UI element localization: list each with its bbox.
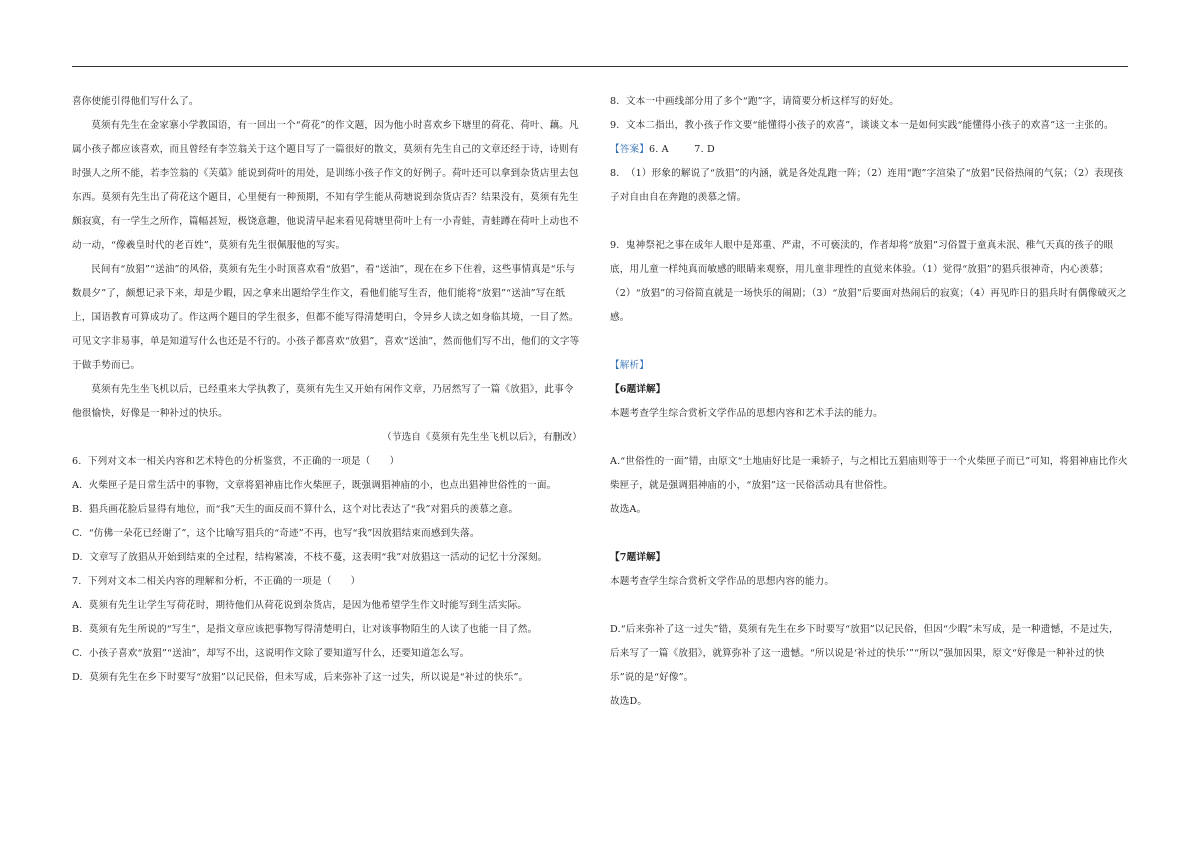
- passage-paragraph-3: 莫须有先生坐飞机以后，已经重来大学执教了，莫须有先生又开始有闲作文章，乃居然写了一篇《放猖》，此事令他很愉快，好像是一种补过的快乐。: [72, 384, 574, 419]
- detail-7-choice: 故选D。: [610, 696, 648, 707]
- spacer: [610, 594, 1128, 618]
- header-rule: [72, 66, 1128, 67]
- detail-7-intro: 本题考查学生综合赏析文学作品的思想内容的能力。: [610, 576, 835, 587]
- right-column: [610, 90, 1128, 714]
- detail-6-title: 【6题详解】: [610, 384, 666, 395]
- left-column: [72, 90, 582, 690]
- question-7-option-b: B. 莫须有先生所说的“写生”，是指文章应该把事物写得清楚明白，让对该事物陌生的人读了也能一目了然。: [72, 624, 538, 635]
- text-continuation: 喜你使能引得他们写什么了。: [72, 96, 199, 107]
- detail-6-body: A.“世俗性的一面”错，由原文“土地庙好比是一乘轿子，与之相比五猖庙则等于一个火柴匣子而已”可知，将猖神庙比作火柴匣子，就是强调猖神庙的小，“放猖”这一民俗活动具有世俗性。: [610, 456, 1128, 491]
- answer-tag: 【答案】: [610, 144, 649, 155]
- spacer: [610, 330, 1128, 354]
- answer-line: [610, 138, 1128, 162]
- question-7-option-c: C. 小孩子喜欢“放猖”“送油”，却写不出，这说明作文除了要知道写什么，还要知道怎么写。: [72, 648, 470, 659]
- answer-9: 9. 鬼神祭祀之事在成年人眼中是郑重、严肃，不可亵渎的，作者却将“放猖”习俗置于童真未泯、稚气天真的孩子的眼底，用儿童一样纯真而敏感的眼睛来观察，用儿童非理性的直觉来体验。（1）觉得“放猖”的猖兵很神奇，内心羡慕；（2）“放猖”的习俗简直就是一场快乐的闹剧；（3）“放猖”后要面对热闹后的寂寞；（4）再见昨日的猖兵时有偶像破灭之感。: [610, 240, 1127, 323]
- question-6-option-d: D. 文章写了放猖从开始到结束的全过程，结构紧凑，不枝不蔓，这表明“我”对放猖这一活动的记忆十分深刻。: [72, 552, 548, 563]
- question-7-option-a: A. 莫须有先生让学生写荷花时，期待他们从荷花说到杂货店，是因为他希望学生作文时能写到生活实际。: [72, 600, 528, 611]
- detail-7-body: D.“后来弥补了这一过失”错，莫须有先生在乡下时要写“放猖”以记民俗，但因“少暇”未写成，是一种遗憾，不是过失，后来写了一篇《放猖》，就算弥补了这一遗憾。“所以说是‘补过的快乐’”“所以”强加因果，原文“好像是一种补过的快乐”说的是“好像”。: [610, 624, 1119, 683]
- passage-source: （节选自《莫须有先生坐飞机以后》，有删改）: [382, 432, 582, 443]
- question-6: 6. 下列对文本一相关内容和艺术特色的分析鉴赏，不正确的一项是（ ）: [72, 456, 400, 467]
- passage-paragraph-2: 民间有“放猖”“送油”的风俗，莫须有先生小时顶喜欢看“放猖”，看“送油”，现在在乡下住着，这些事情真是“乐与数晨夕”了，颇想记录下来，却是少暇，因之拿来出题给学生作文，看他们能写生否，他们能将“放猖”“送油”写在纸上，国语教育可算成功了。作这两个题目的学生很多，但都不能写得清楚明白，令异乡人读之如身临其境，一目了然。可见文字非易事，单是知道写什么也还是不行的。小孩子都喜欢“放猖”，喜欢“送油”，然而他们写不出，他们的文字等于做手势而已。: [72, 264, 580, 371]
- detail-7-title: 【7题详解】: [610, 552, 666, 563]
- detail-6-intro: 本题考查学生综合赏析文学作品的思想内容和艺术手法的能力。: [610, 408, 883, 419]
- passage-paragraph-1: 莫须有先生在金家寨小学教国语，有一回出一个“荷花”的作文题，因为他小时喜欢乡下塘里的荷花、荷叶、藕。凡属小孩子都应该喜欢，而且曾经有李笠翁关于这个题目写了一篇很好的散文，莫须有先生自己的文章还经于诗，诗则有时强人之所不能，若李笠翁的《芙蕖》能说到荷叶的用处，是训练小孩子作文的好例子。荷叶还可以拿到杂货店里去包东西。莫须有先生出了荷花这个题目，心里便有一种预期，不知有学生能从荷塘说到杂货店否？结果没有，莫须有先生颇寂寞，有一学生之所作，篇幅甚短，极饶意趣，他说清早起来看见荷塘里荷叶上有一小青蛙，青蛙蹲在荷叶上动也不动一动，“像羲皇时代的老百姓”，莫须有先生很佩服他的写实。: [72, 120, 579, 251]
- detail-6-choice: 故选A。: [610, 504, 647, 515]
- question-6-option-b: B. 猖兵画花脸后显得有地位，而“我”天生的面反而不算什么，这个对比表达了“我”对猖兵的羡慕之意。: [72, 504, 519, 515]
- question-8: 8. 文本一中画线部分用了多个“跑”字，请简要分析这样写的好处。: [610, 96, 900, 107]
- answer-8: 8. （1）形象的解说了“放猖”的内涵，就是各处乱跑一阵；（2）连用“跑”字渲染了“放猖”民俗热闹的气氛；（2）表现孩子对自由自在奔跑的羡慕之情。: [610, 168, 1124, 203]
- spacer: [610, 522, 1128, 546]
- analysis-tag: 【解析】: [610, 360, 649, 371]
- question-6-option-c: C. “仿佛一朵花已经谢了”，这个比喻写猖兵的“奇迹”不再，也写“我”因放猖结束而感到失落。: [72, 528, 480, 539]
- spacer: [610, 210, 1128, 234]
- question-7-option-d: D. 莫须有先生在乡下时要写“放猖”以记民俗，但未写成，后来弥补了这一过失，所以说是“补过的快乐”。: [72, 672, 529, 683]
- answer-text: 6. A 7. D: [648, 144, 715, 155]
- spacer: [610, 426, 1128, 450]
- question-9: 9. 文本二指出，教小孩子作文要“能懂得小孩子的欢喜”，谈谈文本一是如何实践“能懂得小孩子的欢喜”这一主张的。: [610, 120, 1114, 131]
- question-7: 7. 下列对文本二相关内容的理解和分析，不正确的一项是（ ）: [72, 576, 361, 587]
- question-6-option-a: A. 火柴匣子是日常生活中的事物，文章将猖神庙比作火柴匣子，既强调猖神庙的小，也点出猖神世俗性的一面。: [72, 480, 557, 491]
